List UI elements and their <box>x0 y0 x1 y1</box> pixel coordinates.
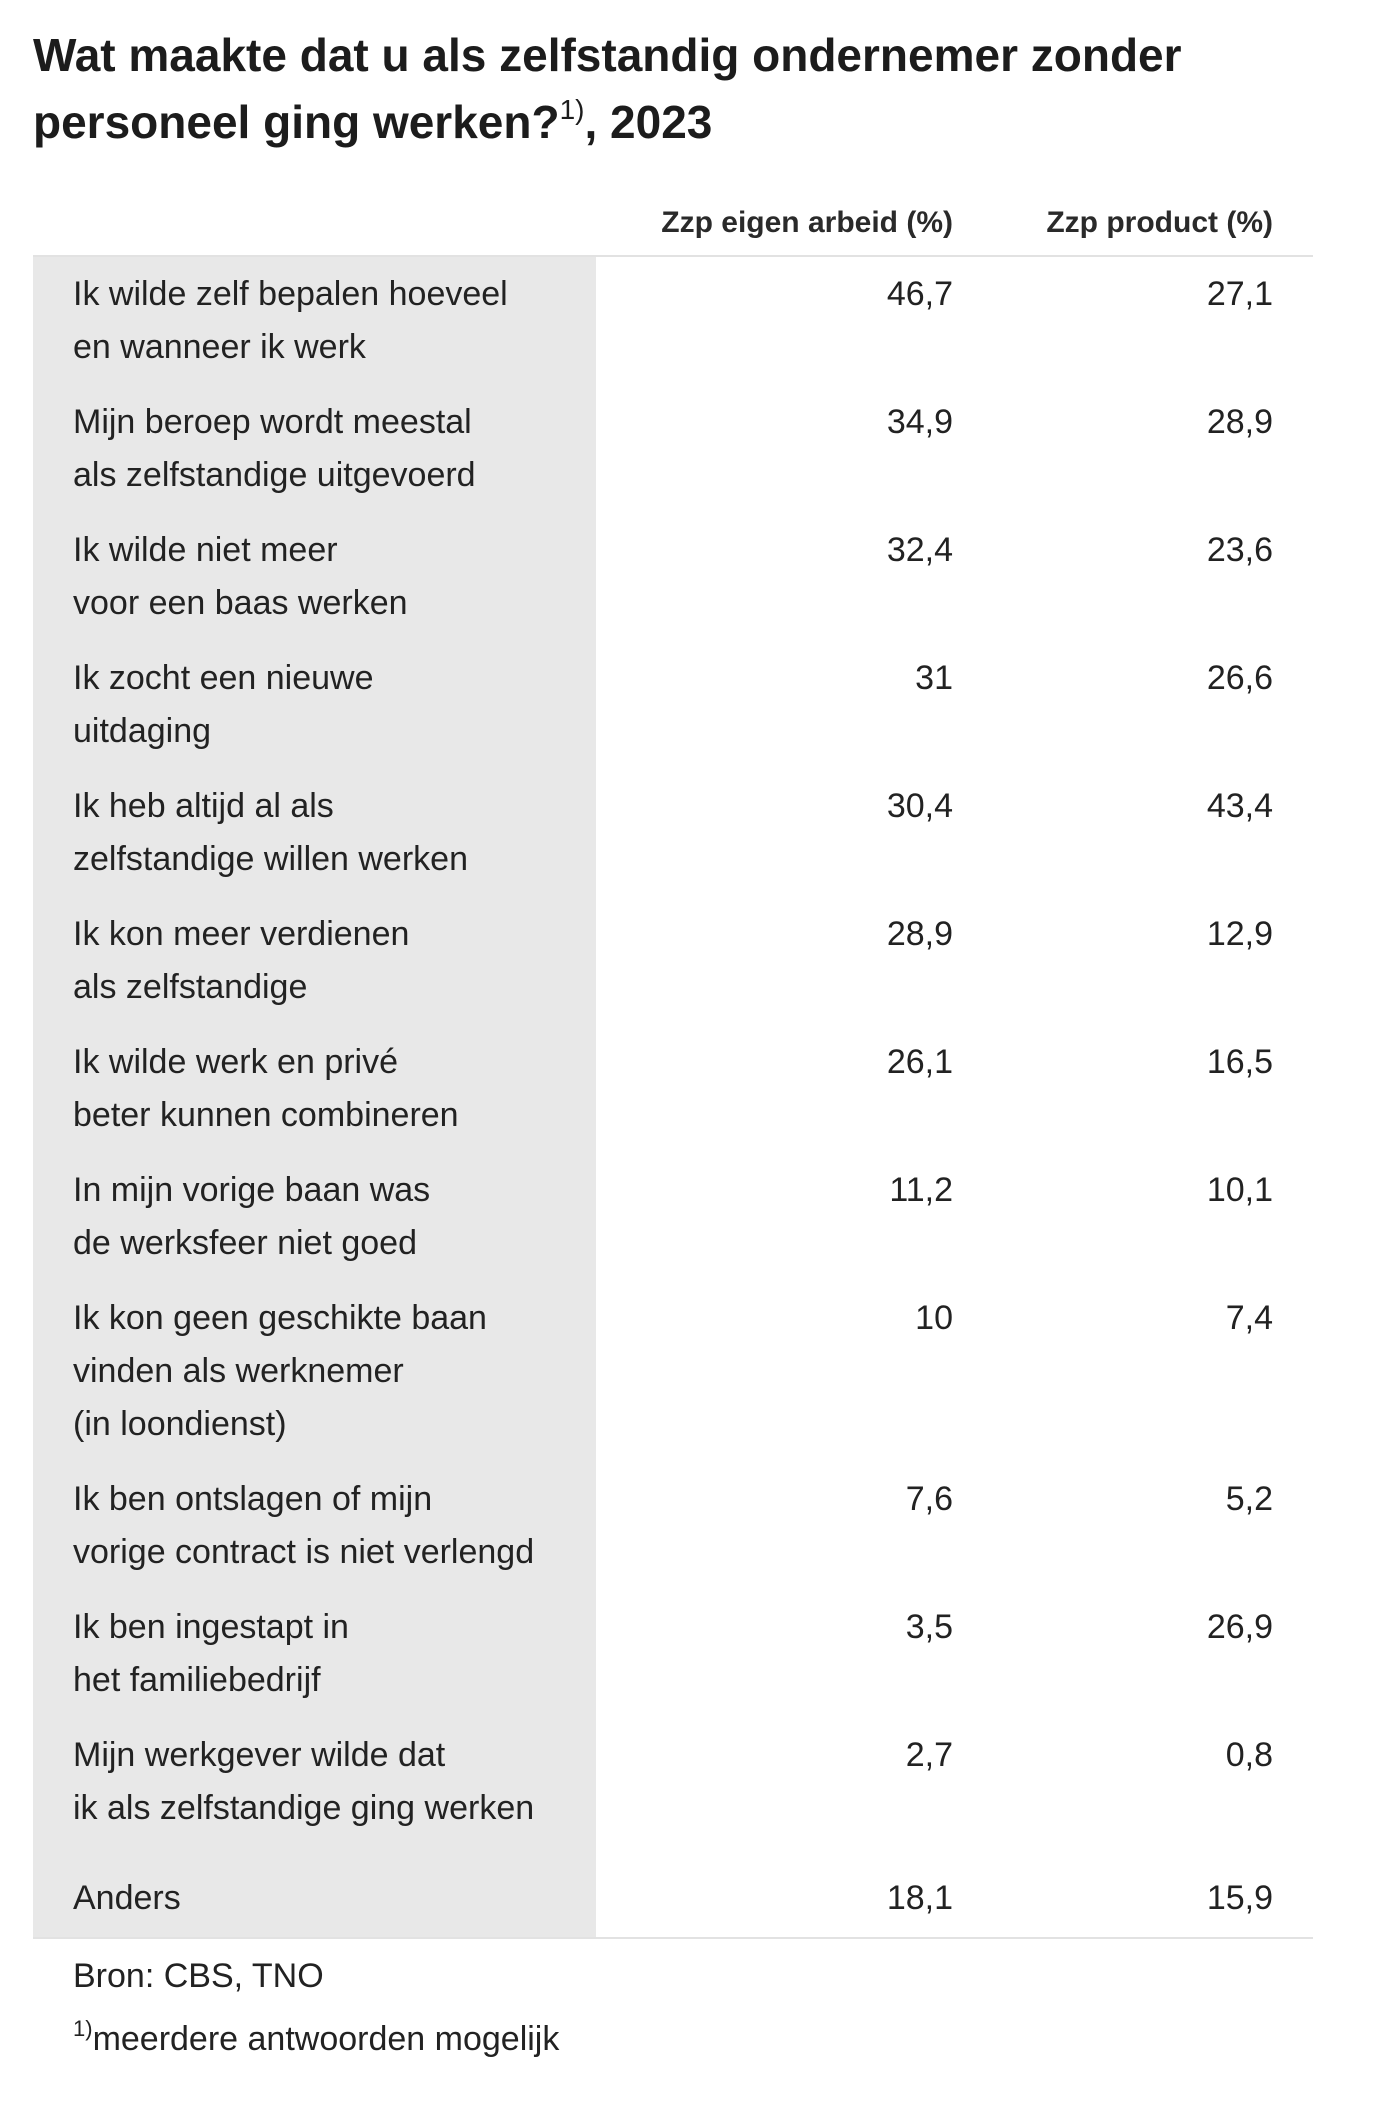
row-label: Ik kon meer verdienen als zelfstandige <box>33 897 596 1025</box>
table-row <box>33 641 1313 769</box>
value-zzp-eigen-arbeid: 10 <box>915 1299 953 1337</box>
value-zzp-eigen-arbeid: 11,2 <box>889 1171 953 1209</box>
value-zzp-eigen-arbeid: 26,1 <box>886 1043 953 1081</box>
row-spacer <box>1273 1462 1313 1590</box>
table-row <box>33 385 1313 513</box>
table-row <box>33 1846 1313 1939</box>
footnote-text: meerdere antwoorden mogelijk <box>92 2020 560 2058</box>
table-row <box>33 1590 1313 1718</box>
header-spacer <box>1273 190 1313 255</box>
table-row <box>33 1153 1313 1281</box>
row-spacer <box>1273 1153 1313 1281</box>
table-row <box>33 1025 1313 1153</box>
source-note: Bron: CBS, TNO <box>73 1957 324 1995</box>
value-zzp-product: 16,5 <box>1206 1043 1273 1081</box>
header-zzp-eigen-arbeid: Zzp eigen arbeid (%) <box>661 206 953 239</box>
table-row <box>33 257 1313 385</box>
table-row <box>33 513 1313 641</box>
value-zzp-product: 0,8 <box>1225 1736 1273 1774</box>
value-zzp-product: 28,9 <box>1206 403 1273 441</box>
value-zzp-product: 26,6 <box>1206 659 1273 697</box>
value-zzp-eigen-arbeid: 46,7 <box>886 275 953 313</box>
data-table <box>33 190 1313 1939</box>
row-label: Mijn beroep wordt meestal als zelfstandige uitgevoerd <box>33 385 596 513</box>
value-zzp-eigen-arbeid: 30,4 <box>886 787 953 825</box>
row-spacer <box>1273 1590 1313 1718</box>
value-zzp-product: 12,9 <box>1206 915 1273 953</box>
row-label: Ik wilde zelf bepalen hoeveel en wanneer ik werk <box>33 257 596 385</box>
footnote-mark: 1) <box>73 2016 93 2041</box>
row-label: Ik wilde niet meer voor een baas werken <box>33 513 596 641</box>
value-zzp-product: 15,9 <box>1206 1879 1273 1917</box>
row-label: Ik wilde werk en privé beter kunnen combineren <box>33 1025 596 1153</box>
table-row <box>33 769 1313 897</box>
row-spacer <box>1273 1281 1313 1462</box>
value-zzp-product: 23,6 <box>1206 531 1273 569</box>
footnote <box>73 2013 559 2069</box>
row-spacer <box>1273 641 1313 769</box>
row-spacer <box>1273 257 1313 385</box>
row-label: Anders <box>33 1846 596 1937</box>
chart-title-year: , 2023 <box>584 96 713 148</box>
value-zzp-eigen-arbeid: 34,9 <box>886 403 953 441</box>
value-zzp-product: 7,4 <box>1225 1299 1273 1337</box>
chart-title <box>33 22 1333 162</box>
row-label: Ik ben ontslagen of mijn vorige contract is niet verlengd <box>33 1462 596 1590</box>
value-zzp-eigen-arbeid: 32,4 <box>886 531 953 569</box>
value-zzp-eigen-arbeid: 18,1 <box>886 1879 953 1917</box>
row-spacer <box>1273 1025 1313 1153</box>
value-zzp-eigen-arbeid: 3,5 <box>905 1608 953 1646</box>
value-zzp-product: 5,2 <box>1225 1480 1273 1518</box>
row-spacer <box>1273 385 1313 513</box>
row-label: In mijn vorige baan was de werksfeer niet goed <box>33 1153 596 1281</box>
row-label: Ik ben ingestapt in het familiebedrijf <box>33 1590 596 1718</box>
chart-title-text: Wat maakte dat u als zelfstandig ondernemer zonder personeel ging werken? <box>33 29 1182 148</box>
table-row <box>33 897 1313 1025</box>
header-zzp-product: Zzp product (%) <box>1046 206 1273 239</box>
row-label: Mijn werkgever wilde dat ik als zelfstandige ging werken <box>33 1718 596 1846</box>
value-zzp-eigen-arbeid: 31 <box>915 659 953 697</box>
row-spacer <box>1273 1718 1313 1846</box>
row-spacer <box>1273 513 1313 641</box>
value-zzp-eigen-arbeid: 2,7 <box>905 1736 953 1774</box>
value-zzp-eigen-arbeid: 28,9 <box>886 915 953 953</box>
row-spacer <box>1273 769 1313 897</box>
title-footnote-mark: 1) <box>559 94 585 125</box>
row-label: Ik zocht een nieuwe uitdaging <box>33 641 596 769</box>
row-label: Ik kon geen geschikte baan vinden als werknemer (in loondienst) <box>33 1281 596 1462</box>
table-row <box>33 1462 1313 1590</box>
value-zzp-eigen-arbeid: 7,6 <box>905 1480 953 1518</box>
value-zzp-product: 26,9 <box>1206 1608 1273 1646</box>
value-zzp-product: 27,1 <box>1206 275 1273 313</box>
table-body <box>33 257 1313 1939</box>
table-row <box>33 1718 1313 1846</box>
value-zzp-product: 10,1 <box>1206 1171 1273 1209</box>
table-row <box>33 1281 1313 1462</box>
row-label: Ik heb altijd al als zelfstandige willen werken <box>33 769 596 897</box>
value-zzp-product: 43,4 <box>1206 787 1273 825</box>
row-spacer <box>1273 897 1313 1025</box>
table-header-row <box>33 190 1313 257</box>
row-spacer <box>1273 1846 1313 1937</box>
header-label-column <box>33 190 596 255</box>
